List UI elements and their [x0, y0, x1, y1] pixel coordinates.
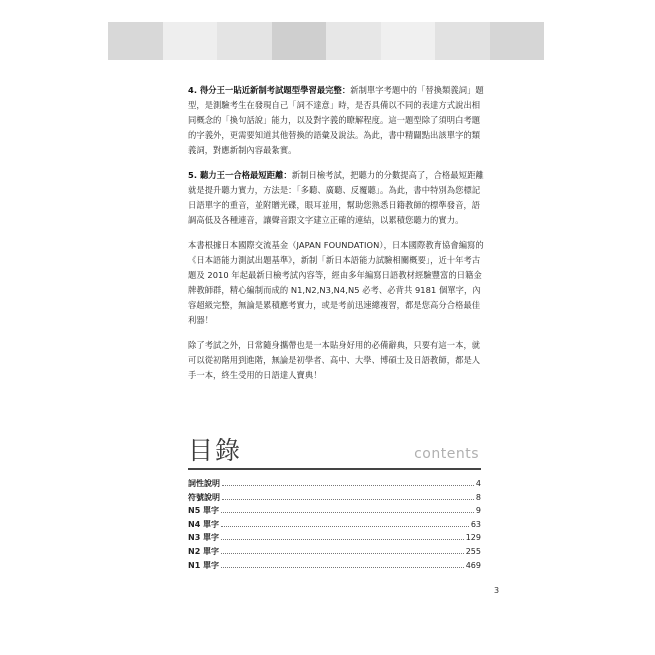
paragraph-daily-use: 除了考試之外，日常隨身攜帶也是一本貼身好用的必備辭典，只要有這一本，就可以從初階用到進階，無論是初學者、高中、大學、博碩士及日語教師，都是人手一本，終生受用的日語達人寶典！: [188, 340, 481, 380]
toc-leader-dots: [221, 552, 464, 554]
toc-entry-label: N1 單字: [188, 560, 220, 570]
toc-entry[interactable]: [188, 545, 481, 559]
toc-title: 目錄: [188, 436, 243, 465]
toc-entry-label: N4 單字: [188, 519, 220, 529]
gray-swatch: [108, 22, 163, 60]
toc-leader-dots: [222, 484, 474, 486]
toc-entry[interactable]: [188, 518, 481, 532]
point-5-heading: 5. 聽力王一合格最短距離：: [188, 170, 292, 180]
toc-leader-dots: [221, 566, 464, 568]
point-5-text: 新制日檢考試，把聽力的分數提高了，合格最短距離就是提升聽力實力，方法是：「多聽、廣聽、反覆聽」。為此，書中特別為您標記日語單字的重音，並附贈光碟，眼耳並用，幫助您熟悉日籍教師的標準發音，語調高低及各種連音，讓聲音跟文字建立正確的連結，以累積您聽力的實力。: [188, 170, 484, 225]
gray-swatch: [381, 22, 436, 60]
toc-entry[interactable]: [188, 491, 481, 505]
toc-leader-dots: [221, 525, 469, 527]
toc-entry-page: 255: [465, 546, 481, 556]
gray-swatch: [435, 22, 490, 60]
paragraph-point-5: [188, 168, 488, 228]
toc-entry-label: N2 單字: [188, 546, 220, 556]
table-of-contents: [188, 477, 481, 572]
gray-swatch: [272, 22, 327, 60]
toc-entry-page: 8: [475, 492, 481, 502]
point-4-heading: 4. 得分王一貼近新制考試題型學習最完整：: [188, 85, 351, 95]
point-4-text: 新制單字考題中的「替換類義詞」題型，是測驗考生在發現自己「詞不達意」時，是否具備以不同的表達方式說出相同概念的「換句話說」能力，以及對字義的瞭解程度。這一題型除了須明白考題的字義外，更需要知道其他替換的語彙及說法。為此，書中精闢點出該單字的類義詞，對應新制內容最紮實。: [188, 85, 484, 155]
toc-entry[interactable]: [188, 531, 481, 545]
toc-entry[interactable]: [188, 477, 481, 491]
toc-entry[interactable]: [188, 504, 481, 518]
paragraph-point-4: [188, 83, 488, 158]
toc-entry[interactable]: [188, 559, 481, 573]
toc-leader-dots: [222, 498, 474, 500]
toc-divider: [188, 468, 481, 470]
toc-header: [188, 436, 479, 470]
toc-entry-label: 詞性說明: [188, 479, 220, 488]
gray-swatch: [326, 22, 381, 60]
paragraph-book-basis: 本書根據日本國際交流基金（JAPAN FOUNDATION），日本國際教育協會編寫的《日本語能力測試出題基準》，新制「新日本語能力試驗相關概要」，近十年考古題及 2010 年起最新日檢考試內容等，經由多年編寫日語教材經驗豐富的日籍金牌教師群，精心編制而成的 N1,N2,N3,N4,N5 必考、必背共 9181 個單字，內容超級完整，無論是累積應考實力，或是考前迅速總複習，都是您高分合格最佳利器！: [188, 240, 484, 325]
toc-entry-label: 符號說明: [188, 492, 220, 502]
toc-entry-page: 469: [465, 560, 481, 570]
top-gray-bar: [108, 22, 544, 60]
toc-entry-page: 9: [475, 506, 481, 516]
toc-entry-page: 63: [470, 519, 481, 529]
gray-swatch: [163, 22, 218, 60]
body-text: [188, 83, 488, 393]
toc-entry-page: 4: [475, 479, 481, 488]
gray-swatch: [217, 22, 272, 60]
toc-entry-label: N3 單字: [188, 533, 220, 543]
gray-swatch: [490, 22, 545, 60]
page-number: 3: [494, 586, 500, 595]
toc-leader-dots: [221, 511, 474, 513]
toc-entry-page: 129: [465, 533, 481, 543]
toc-leader-dots: [221, 538, 464, 540]
toc-subtitle: contents: [414, 446, 479, 462]
toc-entry-label: N5 單字: [188, 506, 220, 516]
